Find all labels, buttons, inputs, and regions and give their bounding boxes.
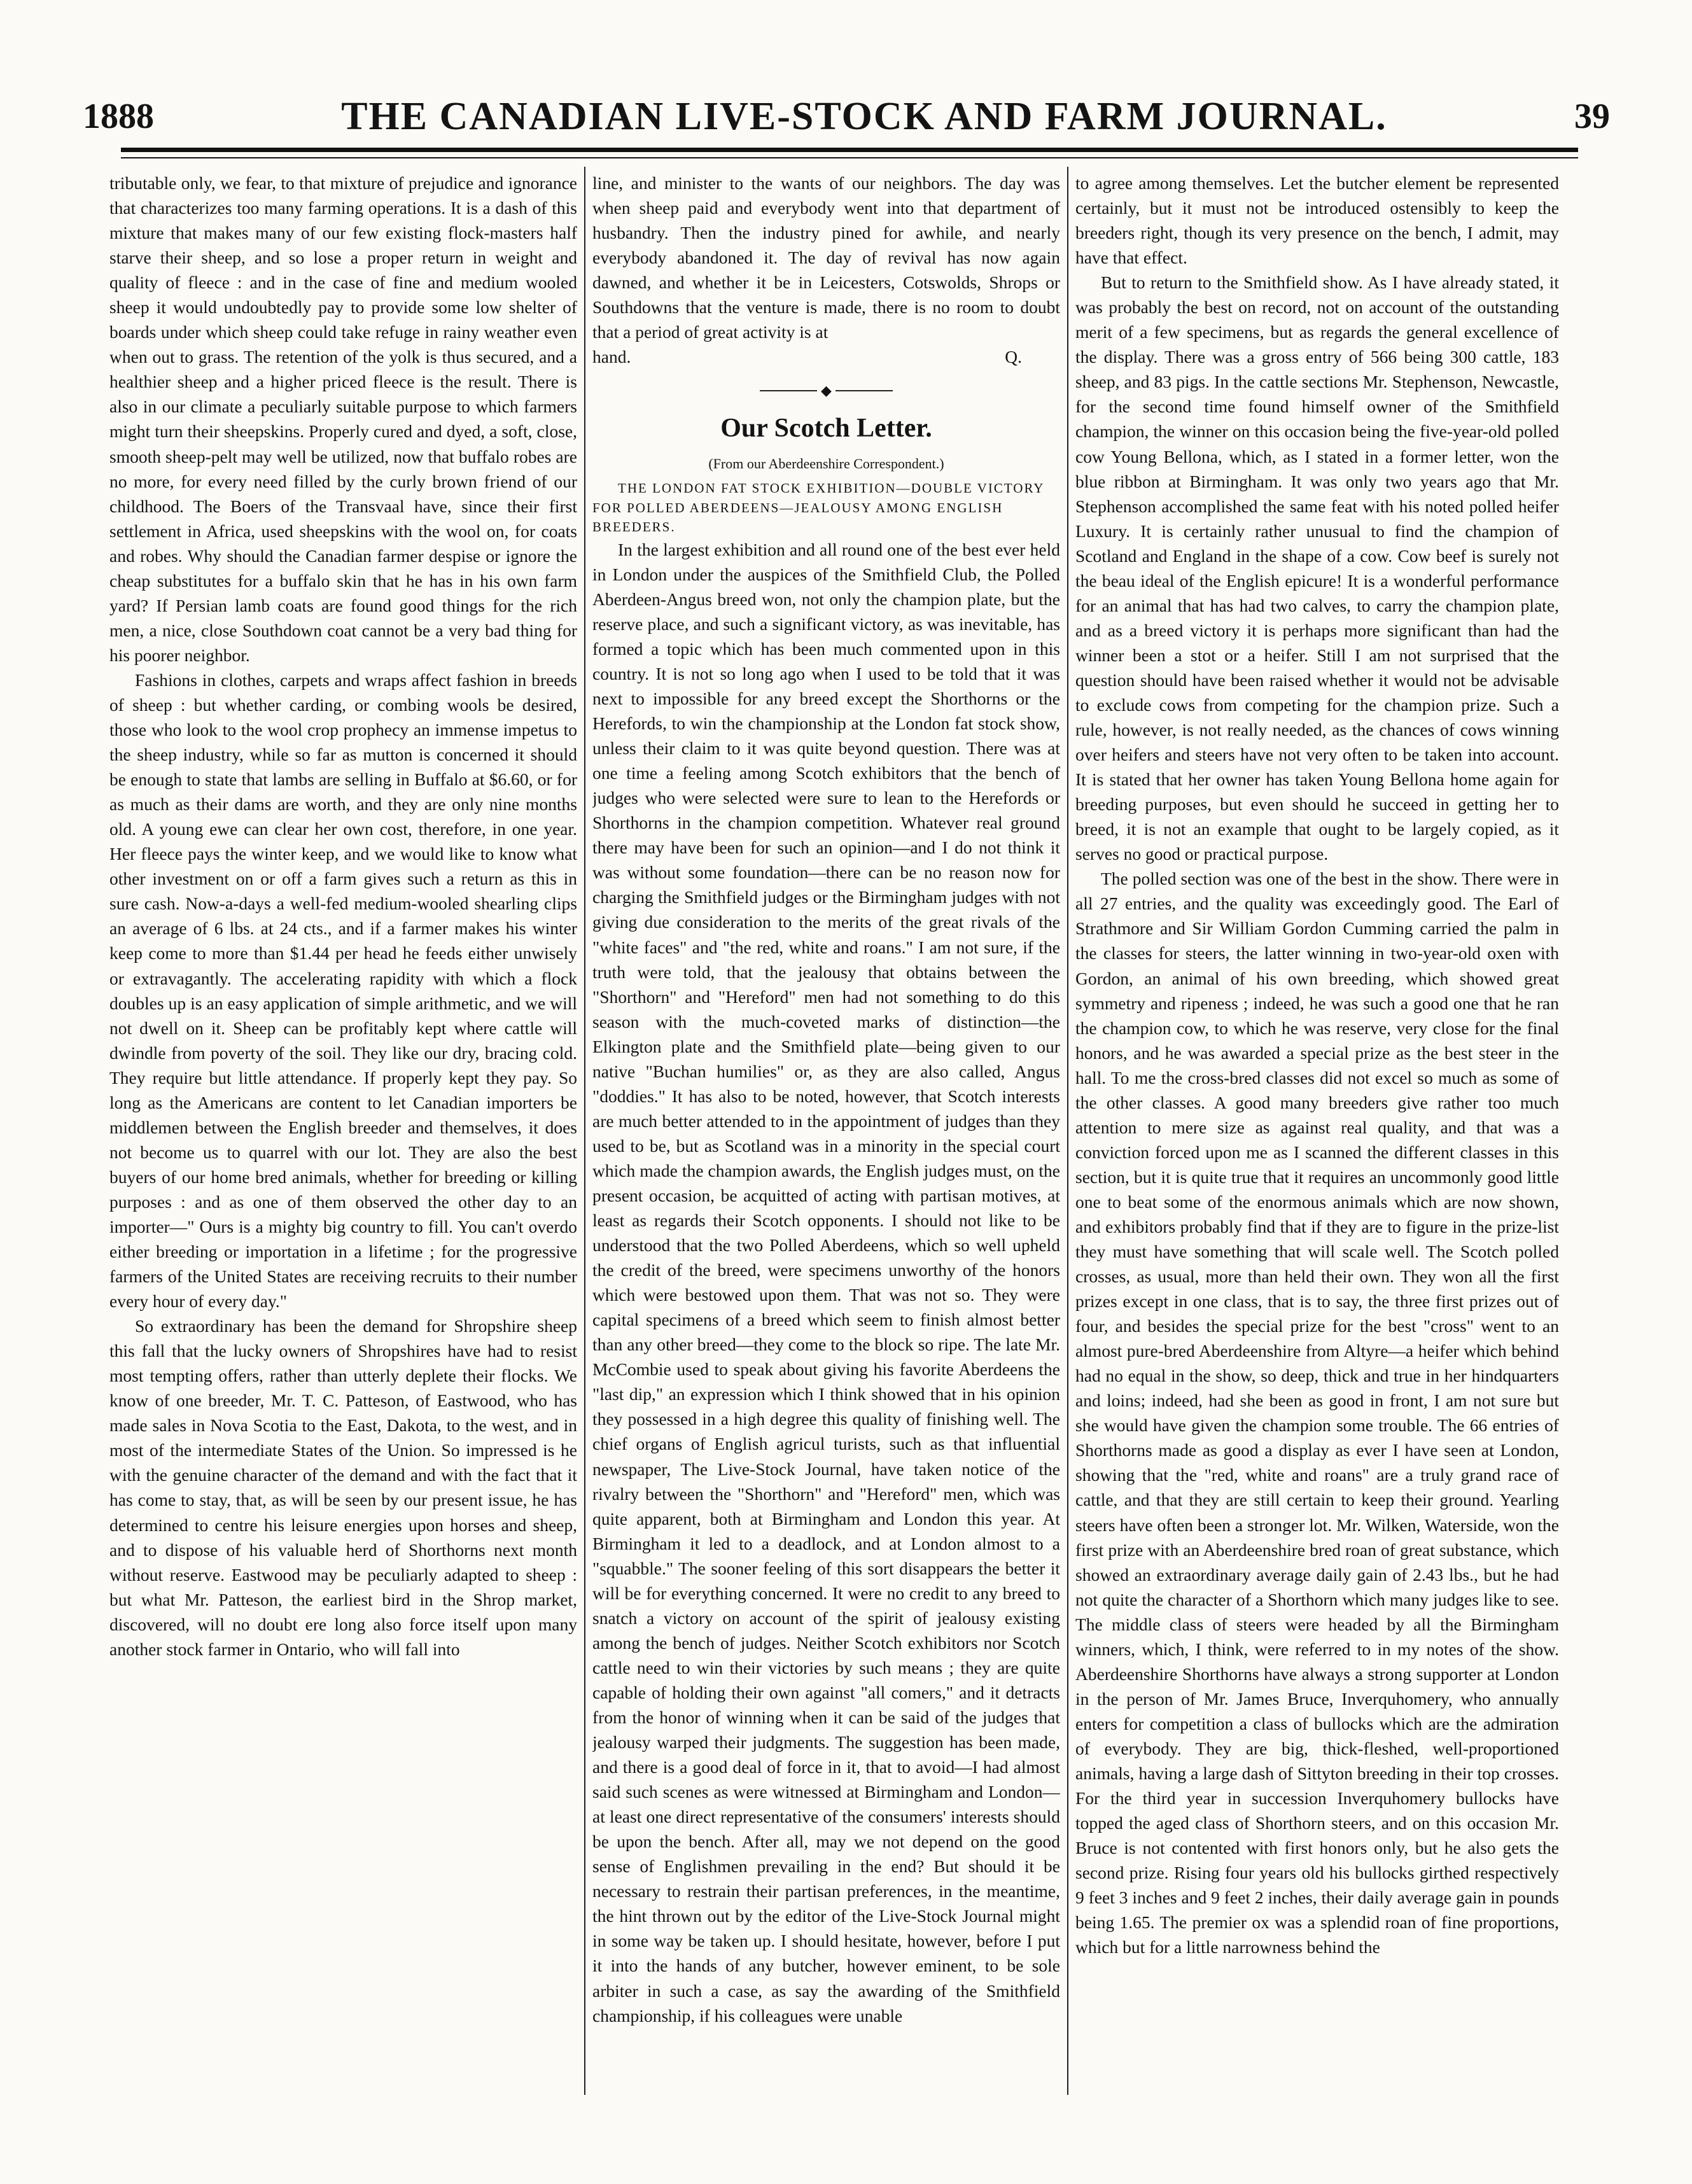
masthead-title: THE CANADIAN LIVE-STOCK AND FARM JOURNAL. xyxy=(341,94,1387,138)
paragraph: to agree among themselves. Let the butcher element be represented certainly, but it must not be introduced ostensibly to keep the breeders right, though its very presence on the bench, I admit, may have that effect. xyxy=(1075,173,1559,268)
column-divider xyxy=(584,167,585,2095)
paragraph: So extraordinary has been the demand for Shropshire sheep this fall that the lucky owners of Shropshires have had to resist most tempting offers, rather than utterly deplete their flocks. We know of one breeder, Mr. T. C. Patteson, of Eastwood, who has made sales in Nova Scotia to the East, Dakota, to the west, and in most of the intermediate States of the Union. So impressed is he with the genuine character of the demand and with the fact that it has come to stay, that, as will be seen by our present issue, he has determined to centre his leisure energies upon horses and sheep, and to dispose of his valuable herd of Shorthorns next month without reserve. Eastwood may be peculiarly adapted to sheep : but what Mr. Patteson, the earliest bird in the Shrop market, discovered, will no doubt ere long also force itself upon many another stock farmer in Ontario, who will fall into xyxy=(109,1316,577,1659)
paragraph: In the largest exhibition and all round one of the best ever held in London under the auspices of the Smithfield Club, the Polled Aberdeen-Angus breed won, not only the champion plate, but the reserve place, and such a significant victory, as was inevitable, has formed a topic which has been much commented upon in this country. It is not so long ago when I used to be told that it was next to impossible for any breed except the Shorthorns or the Herefords, to win the championship at the London fat stock show, unless their claim to it was quite beyond question. There was at one time a feeling among Scotch exhibitors that the bench of judges who were selected were sure to lean to the Herefords or Shorthorns in the champion competition. Whatever real ground there may have been for such an opinion—and I do not think it was without some foundation—there can be no reason now for charging the Smithfield judges or the Birmingham judges with not giving due consideration to the merits of the great rivals of the "white faces" and "the red, white and roans." I am not sure, if the truth were told, that the jealousy that obtains between the "Shorthorn" and "Hereford" men had not something to do this season with the much-coveted marks of distinction—the Elkington plate and the Smithfield plate—being given to our native "Buchan humilies" or, as they are also called, Angus "doddies." It has also to be noted, however, that Scotch interests are much better attended to in the appointment of judges than they used to be, but as Scotland was in a minority in the special court which made the champion awards, the English judges must, on the present occasion, be acquitted of acting with partisan motives, at least as regards their Scotch opponents. I should not like to be understood that the two Polled Aberdeens, which so well upheld the credit of the breed, were specimens unworthy of the honors which were bestowed upon them. That was not so. They were capital specimens of a breed which seem to finish almost better than any other breed—they come to the block so ripe. The late Mr. McCombie used to speak about giving his favorite Aberdeens the "last dip," an expression which I think showed that in his opinion they possessed in a high degree this quality of finishing well. The chief organs of English agricul turists, such as that influential newspaper, The Live-Stock Journal, have taken notice of the rivalry between the "Shorthorn" and "Hereford" men, which was quite apparent, both at Birmingham and London this year. At Birmingham it led to a deadlock, and at London almost to a "squabble." The sooner feeling of this sort disappears the better it will be for everything concerned. It were no credit to any breed to snatch a victory on account of the spirit of jealousy existing among the bench of judges. Neither Scotch exhibitors nor Scotch cattle need to win their victories by such means ; they are quite capable of holding their own against "all comers," and it detracts from the honor of winning when it can be said of the judges that jealousy warped their judgments. The suggestion has been made, and there is a good deal of force in it, that to avoid—I had almost said such scenes as were witnessed at Birmingham and London—at least one direct representative of the consumers' interests should be upon the bench. After all, may we not depend on the good sense of Englishmen prevailing in the end? But should it be necessary to restrain their partisan preferences, in the meantime, the hint thrown out by the editor of the Live-Stock Journal might in some way be taken up. I should hesitate, however, before I put it into the hands of any butcher, however eminent, to be sole arbiter in such a case, as say the awarding of the Smithfield championship, if his colleagues were unable xyxy=(592,539,1060,2026)
author-signature: Q. xyxy=(1005,347,1022,367)
masthead-rule-thick xyxy=(121,148,1578,152)
column-1 xyxy=(109,171,577,2092)
section-ornament: ◆ xyxy=(592,381,1060,400)
masthead-rule-thin xyxy=(121,157,1578,158)
paragraph: The polled section was one of the best in the show. There were in all 27 entries, and the quality was exceedingly good. The Earl of Strathmore and Sir William Gordon Cumming carried the palm in the classes for steers, the latter winning in two-year-old oxen with Gordon, an animal of his own breeding, which showed great symmetry and ripeness ; indeed, he was such a good one that he ran the champion cow, to which he was reserve, very close for the final honors, and he was awarded a special prize as the best steer in the hall. To me the cross-bred classes did not excel so much as some of the other classes. A good many breeders give rather too much attention to mere size as against real quality, and that was a conviction forced upon me as I scanned the different classes in this section, but it is quite true that it requires an uncommonly good little one to beat some of the enormous animals which are now shown, and exhibitors probably find that if they are to figure in the prize-list they must have something that will scale well. The Scotch polled crosses, as usual, more than held their own. They won all the first prizes except in one class, that is to say, the three first prizes out of four, and besides the special prize for the best "cross" went to an almost pure-bred Aberdeenshire from Altyre—a heifer which behind had no equal in the show, so deep, thick and true in her hindquarters and loins; indeed, had she been as good in front, I am not sure but she would have given the champion some trouble. The 66 entries of Shorthorns made as good a display as ever I have seen at London, showing that the "red, white and roans" are a truly grand race of cattle, and that they are still certain to keep their ground. Yearling steers have often been a stronger lot. Mr. Wilken, Waterside, won the first prize with an Aberdeenshire bred roan of great substance, which showed an extraordinary average daily gain of 2.43 lbs., but he had not quite the character of a Shorthorn which many judges like to see. The middle class of steers were headed by all the Birmingham winners, which, I think, were referred to in my notes of the show. Aberdeenshire Shorthorns have always a strong supporter at London in the person of Mr. James Bruce, Inverquhomery, who annually enters for competition a class of bullocks which are the admiration of everybody. They are big, thick-fleshed, well-proportioned animals, having a large dash of Sittyton breeding in their top crosses. For the third year in succession Inverquhomery bullocks have topped the aged class of Shorthorn steers, and on this occasion Mr. Bruce is not contented with first honors only, but he also gets the second prize. Rising four years old his bullocks girthed respectively 9 feet 3 inches and 9 feet 2 inches, their daily average gain in pounds being 1.65. The premier ox was a splendid roan of fine proportions, which but for a little narrowness behind the xyxy=(1075,869,1559,1957)
article-heading: Our Scotch Letter. xyxy=(720,413,932,443)
paragraph: But to return to the Smithfield show. As I have already stated, it was probably the best on record, not on account of the outstanding merit of a few specimens, but as regards the general excellence of the display. There was a gross entry of 566 being 300 cattle, 183 sheep, and 83 pigs. In the cattle sections Mr. Stephenson, Newcastle, for the second time found himself owner of the Smithfield champion, the winner on this occasion being the five-year-old polled cow Young Bellona, which, as I stated in a former letter, won the blue ribbon at Birmingham. It was only two years ago that Mr. Stephenson accomplished the same feat with his noted polled heifer Luxury. It is certainly rather unusual to find the champion of Scotland and England in the shape of a cow. Cow beef is surely not the beau ideal of the English epicure! It is a wonderful performance for an animal that has had two calves, to carry the champion plate, and as a breed victory it is perhaps more significant than had the winner been a stot or a heifer. Still I am not surprised that the question should have been raised whether it would not be advisable to exclude cows from competing for the champion prize. Such a rule, however, is not really needed, as the chances of cows winning over heifers and steers have not very often to be taken into account. It is stated that her owner has taken Young Bellona home again for breeding purposes, but even should he succeed in getting her to breed, it is not an example that ought to be largely copied, as it serves no good or practical purpose. xyxy=(1075,272,1559,864)
correspondent-line: (From our Aberdeenshire Correspondent.) xyxy=(708,456,944,472)
column-divider xyxy=(1067,167,1068,2095)
masthead xyxy=(83,88,1610,145)
paragraph: line, and minister to the wants of our neighbors. The day was when sheep paid and everybody went into that department of husbandry. Then the industry pined for awhile, and nearly everybody abandoned it. The day of revival has now again dawned, and whether it be in Leicesters, Cotswolds, Shrops or Southdowns that the venture is made, there is no room to doubt that a period of great activity is at xyxy=(592,173,1060,342)
page-number: 39 xyxy=(1574,97,1610,136)
masthead-year: 1888 xyxy=(83,97,154,136)
paragraph: Fashions in clothes, carpets and wraps affect fashion in breeds of sheep : but whether carding, or combing wools be desired, those who look to the wool crop prophecy an immense impetus to the sheep industry, while so far as mutton is concerned it should be enough to state that lambs are selling in Buffalo at $6.60, or for as much as their dams are worth, and they are only nine months old. A young ewe can clear her own cost, therefore, in one year. Her fleece pays the winter keep, and we would like to know what other investment on or off a farm gives such a return as this in sure cash. Now-a-days a well-fed medium-wooled shearling clips an average of 6 lbs. at 24 cts., and if a farmer makes his winter keep come to more than $1.44 per head he feeds either unwisely or extravagantly. The accelerating rapidity with which a flock doubles up is an easy application of simple arithmetic, and we will not dwell on it. Sheep can be profitably kept where cattle will dwindle from poverty of the soil. They like our dry, bracing cold. They require but little attendance. If properly kept they pay. So long as the Americans are content to let Canadian importers be middlemen between the English breeder and themselves, it does not become us to quarrel with our lot. They are also the best buyers of our home bred animals, whether for breeding or killing purposes : and as one of them observed the other day to an importer—" Ours is a mighty big country to fill. You can't overdo either breeding or importation in a lifetime ; for the progressive farmers of the United States are receiving recruits to their number every hour of every day." xyxy=(109,669,577,1312)
column-3 xyxy=(1075,171,1559,2092)
column-2 xyxy=(592,171,1060,2092)
lead-end: hand. xyxy=(592,347,631,367)
article-deck: THE LONDON FAT STOCK EXHIBITION—DOUBLE VICTORY FOR POLLED ABERDEENS—JEALOUSY AMONG ENGLISH BREEDERS. xyxy=(592,480,1044,535)
paragraph: tributable only, we fear, to that mixture of prejudice and ignorance that characterizes too many farming operations. It is a dash of this mixture that makes many of our few existing flock-masters half starve their sheep, and so lose a proper return in weight and quality of fleece : and in the case of fine and medium wooled sheep it would undoubtedly pay to provide some low shelter of boards under which sheep could take refuge in rainy weather even when out to grass. The retention of the yolk is thus secured, and a healthier sheep and a higher priced fleece is the result. There is also in our climate a peculiarly suitable purpose to which farmers might turn their sheepskins. Properly cured and dyed, a soft, close, smooth sheep-pelt may well be utilized, now that buffalo robes are no more, for every need filled by the curly brown friend of our childhood. The Boers of the Transvaal have, since their first settlement in Africa, used sheepskins with the wool on, for coats and robes. Why should the Canadian farmer despise or ignore the cheap substitutes for a buffalo skin that he has in his own farm yard? If Persian lamb coats are found good things for the rich men, a nice, close Southdown coat cannot be a very bad thing for his poorer neighbor. xyxy=(109,173,577,665)
signature-line xyxy=(592,344,1060,369)
